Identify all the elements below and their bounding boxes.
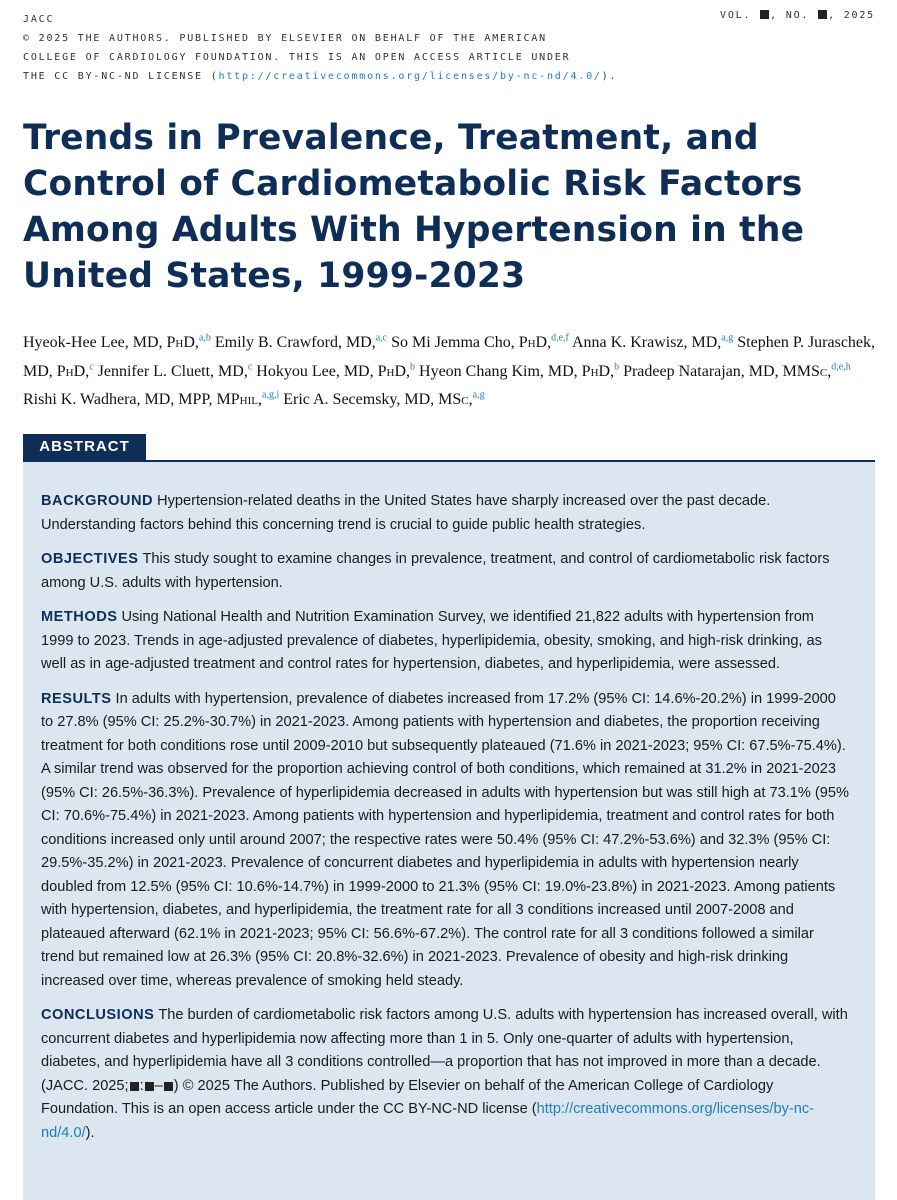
author-affiliation[interactable]: a,g,i — [262, 389, 280, 401]
citation-dash: – — [154, 1077, 163, 1094]
journal-name: JACC — [23, 14, 55, 25]
background-heading: BACKGROUND — [41, 493, 154, 509]
abstract-box — [23, 462, 875, 1200]
author-name: Hokyou Lee, MD, — [256, 362, 378, 380]
citation-volume-square — [130, 1082, 139, 1091]
author-degree: PhD — [518, 334, 548, 352]
no-label: , NO. — [770, 10, 810, 21]
author — [23, 334, 211, 351]
author-degree: PhD — [377, 362, 407, 380]
copyright-line-1: © 2025 THE AUTHORS. PUBLISHED BY ELSEVIER ON BEHALF OF THE AMERICAN — [23, 33, 547, 44]
abstract-license-link[interactable]: http://creativecommons.org/licenses/by-nc-nd/4.0/ — [41, 1101, 815, 1141]
author-affiliation[interactable]: b — [614, 361, 620, 373]
author — [283, 391, 484, 408]
abstract-background — [41, 490, 849, 537]
author-name: Jennifer L. Cluett, MD, — [97, 362, 248, 380]
author-affiliation[interactable]: d,e,h — [831, 361, 851, 373]
author-affiliation[interactable]: c — [247, 361, 253, 373]
objectives-heading: OBJECTIVES — [41, 551, 139, 567]
author — [23, 391, 279, 408]
license-suffix: ). — [601, 71, 618, 82]
author — [572, 334, 733, 351]
author-comma: , — [406, 362, 411, 380]
author-affiliation[interactable]: d,e,f — [551, 333, 569, 344]
author-affiliation[interactable]: a,c — [375, 333, 388, 344]
author-name: Stephen P. Juraschek, MD, — [23, 334, 876, 380]
journal-header — [23, 10, 643, 86]
citation-page-start-square — [145, 1082, 154, 1091]
results-heading: RESULTS — [41, 690, 112, 707]
author-comma: , — [827, 362, 832, 380]
author-name: Rishi K. Wadhera, MD, MPP, — [23, 390, 217, 408]
license-prefix: THE CC BY-NC-ND LICENSE ( — [23, 71, 219, 82]
abstract-conclusions — [41, 1004, 849, 1145]
author — [215, 334, 387, 351]
author-affiliation[interactable]: c — [89, 361, 94, 373]
author-degree: PhD — [56, 362, 86, 380]
background-text: Hypertension-related deaths in the United States have sharply increased over the past decade. Understanding factors behind this concerning trend is crucial to guide public health strategies. — [41, 493, 771, 533]
author-list — [23, 327, 883, 412]
author-degree: MPhil — [216, 390, 258, 408]
author-affiliation[interactable]: a,g — [472, 389, 485, 401]
author — [98, 363, 253, 380]
year-label: , 2025 — [828, 10, 875, 21]
author-degree: PhD — [581, 362, 611, 380]
results-text: In adults with hypertension, prevalence of diabetes increased from 17.2% (95% CI: 14.6%-20.2%) in 1999-2000 to 27.8% (95% CI: 25.2%-30.7%) in 2021-2023. Among patients with hypertension and diabetes, the proportion receiving treatment for both conditions rose until 2009-2010 but subsequently plateaued (71.6% in 2021-2023; 95% CI: 67.5%-75.4%). A similar trend was observed for the proportion achieving control of both conditions, which remained at 31.2% in 2021-2023 (95% CI: 26.5%-36.3%). Prevalence of hyperlipidemia decreased in adults with hypertension but was still high at 73.1% (95% CI: 70.6%-75.4%) in 2021-2023. Among patients with hypertension and hyperlipidemia, treatment and control rates for both conditions increased only until around 2007; the respective rates were 50.4% (95% CI: 47.2%-53.6%) and 32.3% (95% CI: 29.5%-35.2%) in 2021-2023. Prevalence of concurrent diabetes and hyperlipidemia in adults with hypertension nearly doubled from 12.5% (95% CI: 10.6%-14.7%) in 1999-2000 to 21.3% (95% CI: 19.0%-23.8%) in 2021-2023. Among patients with hypertension, diabetes, and hyperlipidemia, the treatment rate for all 3 conditions increased until 2007-2008 and plateaued afterward (62.1% in 2021-2023; 95% CI: 56.6%-67.2%). The control rate for all 3 conditions followed a similar trend but remained low at 26.3% (95% CI: 20.8%-32.6%) in 2021-2023. Prevalence of obesity and high-risk drinking increased over time, whereas prevalence of smoking held steady. — [41, 690, 849, 989]
author-comma: , — [258, 390, 262, 408]
vol-label: VOL. — [720, 10, 752, 21]
author — [391, 334, 569, 351]
license-line — [23, 67, 643, 86]
copyright-line-2: COLLEGE OF CARDIOLOGY FOUNDATION. THIS IS AN OPEN ACCESS ARTICLE UNDER — [23, 52, 571, 63]
methods-heading: METHODS — [41, 609, 118, 625]
author-name: Anna K. Krawisz, MD, — [572, 334, 722, 352]
author-comma: , — [547, 334, 552, 352]
objectives-text: This study sought to examine changes in prevalence, treatment, and control of cardiometabolic risk factors among U.S. adults with hypertension. — [41, 551, 830, 591]
author-degree: MSc — [438, 390, 469, 408]
author-name: Pradeep Natarajan, MD, — [623, 362, 783, 380]
abstract-tab: ABSTRACT — [23, 434, 146, 460]
author-comma: , — [85, 362, 90, 380]
author-affiliation[interactable]: a,b — [198, 333, 211, 344]
license-link[interactable]: http://creativecommons.org/licenses/by-nc-nd/4.0/ — [218, 71, 602, 82]
author-degree: PhD — [166, 334, 195, 352]
abstract-results — [41, 688, 849, 994]
author — [419, 363, 619, 380]
author-comma: , — [468, 390, 473, 408]
author-comma: , — [194, 334, 199, 352]
article-title: Trends in Prevalence, Treatment, and Control of Cardiometabolic Risk Factors Among Adults With Hypertension in the United States, 1999-2023 — [23, 118, 805, 296]
author-affiliation[interactable]: a,g — [721, 333, 734, 344]
citation-page-end-square — [164, 1082, 173, 1091]
author — [623, 363, 851, 380]
author-affiliation[interactable]: b — [410, 361, 416, 373]
citation-suffix: ) © 2025 The Authors. Published by Elsevier on behalf of the American College of Cardiology Foundation. This is an open access article under the CC BY-NC-ND license ( — [41, 1077, 774, 1117]
author-degree: MMSc — [782, 362, 828, 380]
volume-placeholder-square — [760, 10, 769, 19]
abstract-methods — [41, 606, 849, 677]
conclusions-heading: CONCLUSIONS — [41, 1007, 155, 1023]
issue-placeholder-square — [818, 10, 827, 19]
citation-prefix: (JACC. 2025; — [41, 1077, 129, 1094]
conclusions-text: The burden of cardiometabolic risk factors among U.S. adults with hypertension has increased overall, with concurrent diabetes and hyperlipidemia now affecting more than 1 in 5. Only one-quarter of adults with hypertension, diabetes, and hyperlipidemia have all 3 conditions controlled—a proportion that has not improved in more than a decade. — [41, 1007, 848, 1070]
citation-close: ). — [85, 1124, 95, 1141]
author-name: So Mi Jemma Cho, — [391, 334, 519, 352]
citation-colon: : — [139, 1077, 144, 1094]
author-name: Eric A. Secemsky, MD, — [283, 390, 439, 408]
author — [256, 363, 415, 380]
author-name: Emily B. Crawford, MD, — [214, 334, 376, 352]
abstract-objectives — [41, 548, 849, 595]
author-name: Hyeok-Hee Lee, MD, — [23, 334, 167, 352]
author-comma: , — [610, 362, 615, 380]
author-name: Hyeon Chang Kim, MD, — [419, 362, 582, 380]
volume-info — [720, 10, 875, 21]
methods-text: Using National Health and Nutrition Examination Survey, we identified 21,822 adults with hypertension from 1999 to 2023. Trends in age-adjusted prevalence of diabetes, hyperlipidemia, obesity, smoking, and high-risk drinking, as well as in age-adjusted treatment and control rates for hypertension, diabetes, and hyperlipidemia, were assessed. — [41, 609, 822, 672]
